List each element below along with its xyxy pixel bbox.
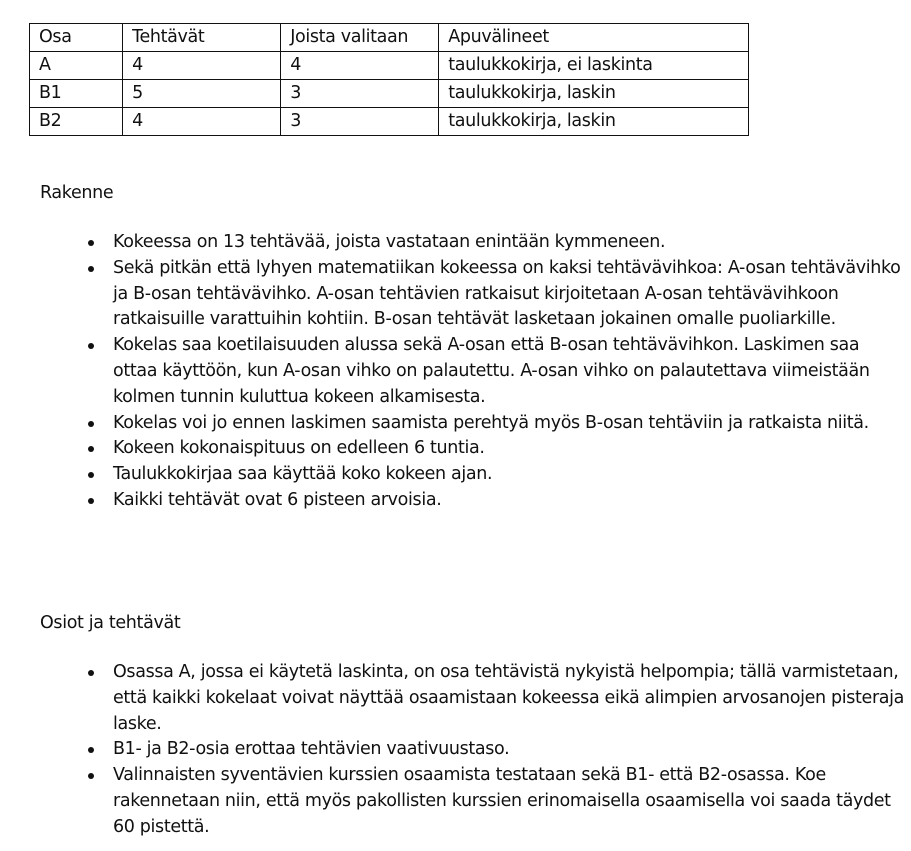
list-item-text: Osassa A, jossa ei käytetä laskinta, on osa tehtävistä nykyistä helpompia; tällä varmistetaan, että kaikki kokelaat voivat näyttää osaamistaan kokeessa eikä alimpien arvosanojen pisteraja laske.	[113, 662, 905, 734]
list-item-text: Taulukkokirjaa saa käyttää koko kokeen ajan.	[113, 464, 493, 485]
table-cell: 3	[281, 108, 439, 136]
section-heading-rakenne: Rakenne	[40, 183, 114, 203]
table-cell: 5	[123, 80, 281, 108]
header-cell-tehtavat: Tehtävät	[123, 24, 281, 52]
list-item-text: Kokelas voi jo ennen laskimen saamista perehtyä myös B-osan tehtäviin ja ratkaista niitä.	[113, 412, 869, 433]
bullet-dot-icon	[88, 773, 94, 779]
bullet-dot-icon	[88, 421, 94, 427]
table-row	[30, 52, 749, 80]
table-cell: B2	[30, 108, 123, 136]
list-item	[88, 230, 908, 256]
exam-parts-table	[29, 23, 749, 136]
bullet-dot-icon	[88, 747, 94, 753]
table-row	[30, 80, 749, 108]
table-cell: 4	[123, 108, 281, 136]
list-item-text: Sekä pitkän että lyhyen matematiikan kokeessa on kaksi tehtävävihkoa: A-osan tehtävävihko ja B-osan tehtävävihko. A-osan tehtävien ratkaisut kirjoitetaan A-osan tehtävävihkoon ratkaisuille varattuihin kohtiin. B-osan tehtävät lasketaan jokainen omalle puoliarkille.	[113, 257, 901, 330]
list-item	[88, 462, 908, 488]
header-cell-apuvalineet: Apuvälineet	[439, 24, 749, 52]
table-cell: taulukkokirja, ei laskinta	[439, 52, 749, 80]
list-item-text: Kaikki tehtävät ovat 6 pisteen arvoisia.	[113, 489, 442, 510]
table-row	[30, 108, 749, 136]
bullet-dot-icon	[88, 498, 94, 504]
table-header-row	[30, 24, 749, 52]
list-item-text: Kokeen kokonaispituus on edelleen 6 tuntia.	[113, 438, 485, 459]
table-cell: B1	[30, 80, 123, 108]
table-cell: 4	[123, 52, 281, 80]
header-cell-osa: Osa	[30, 24, 123, 52]
list-item	[88, 488, 908, 514]
list-item	[88, 333, 908, 410]
list-item	[88, 256, 908, 333]
table-cell: 3	[281, 80, 439, 108]
list-item-text: Kokelas saa koetilaisuuden alussa sekä A-osan että B-osan tehtävävihkon. Laskimen saa ottaa käyttöön, kun A-osan vihko on palautettu. A-osan vihko on palautettava viimeistään kolmen tunnin kuluttua kokeen alkamisesta.	[113, 335, 870, 407]
list-item	[88, 411, 908, 437]
bullet-dot-icon	[88, 472, 94, 478]
rakenne-bullet-list	[88, 230, 908, 514]
section-heading-osiot-ja-tehtavat: Osiot ja tehtävät	[40, 613, 181, 633]
osiot-bullet-list	[88, 660, 908, 841]
table-cell: A	[30, 52, 123, 80]
bullet-dot-icon	[88, 240, 94, 246]
table-cell: taulukkokirja, laskin	[439, 80, 749, 108]
list-item-text: Kokeessa on 13 tehtävää, joista vastataan enintään kymmeneen.	[113, 232, 666, 252]
bullet-dot-icon	[88, 266, 94, 272]
table-cell: taulukkokirja, laskin	[439, 108, 749, 136]
bullet-dot-icon	[88, 670, 94, 676]
table-cell: 4	[281, 52, 439, 80]
list-item	[88, 660, 908, 737]
list-item-text: Valinnaisten syventävien kurssien osaamista testataan sekä B1- että B2-osassa. Koe rakennetaan niin, että myös pakollisten kurssien erinomaisella osaamisella voi saada täydet 60 pistettä.	[113, 765, 891, 837]
list-item	[88, 737, 908, 763]
header-cell-joista-valitaan: Joista valitaan	[281, 24, 439, 52]
bullet-dot-icon	[88, 446, 94, 452]
list-item-text: B1- ja B2-osia erottaa tehtävien vaativuustaso.	[113, 739, 510, 760]
list-item	[88, 436, 908, 462]
list-item	[88, 763, 908, 840]
bullet-dot-icon	[88, 343, 94, 349]
